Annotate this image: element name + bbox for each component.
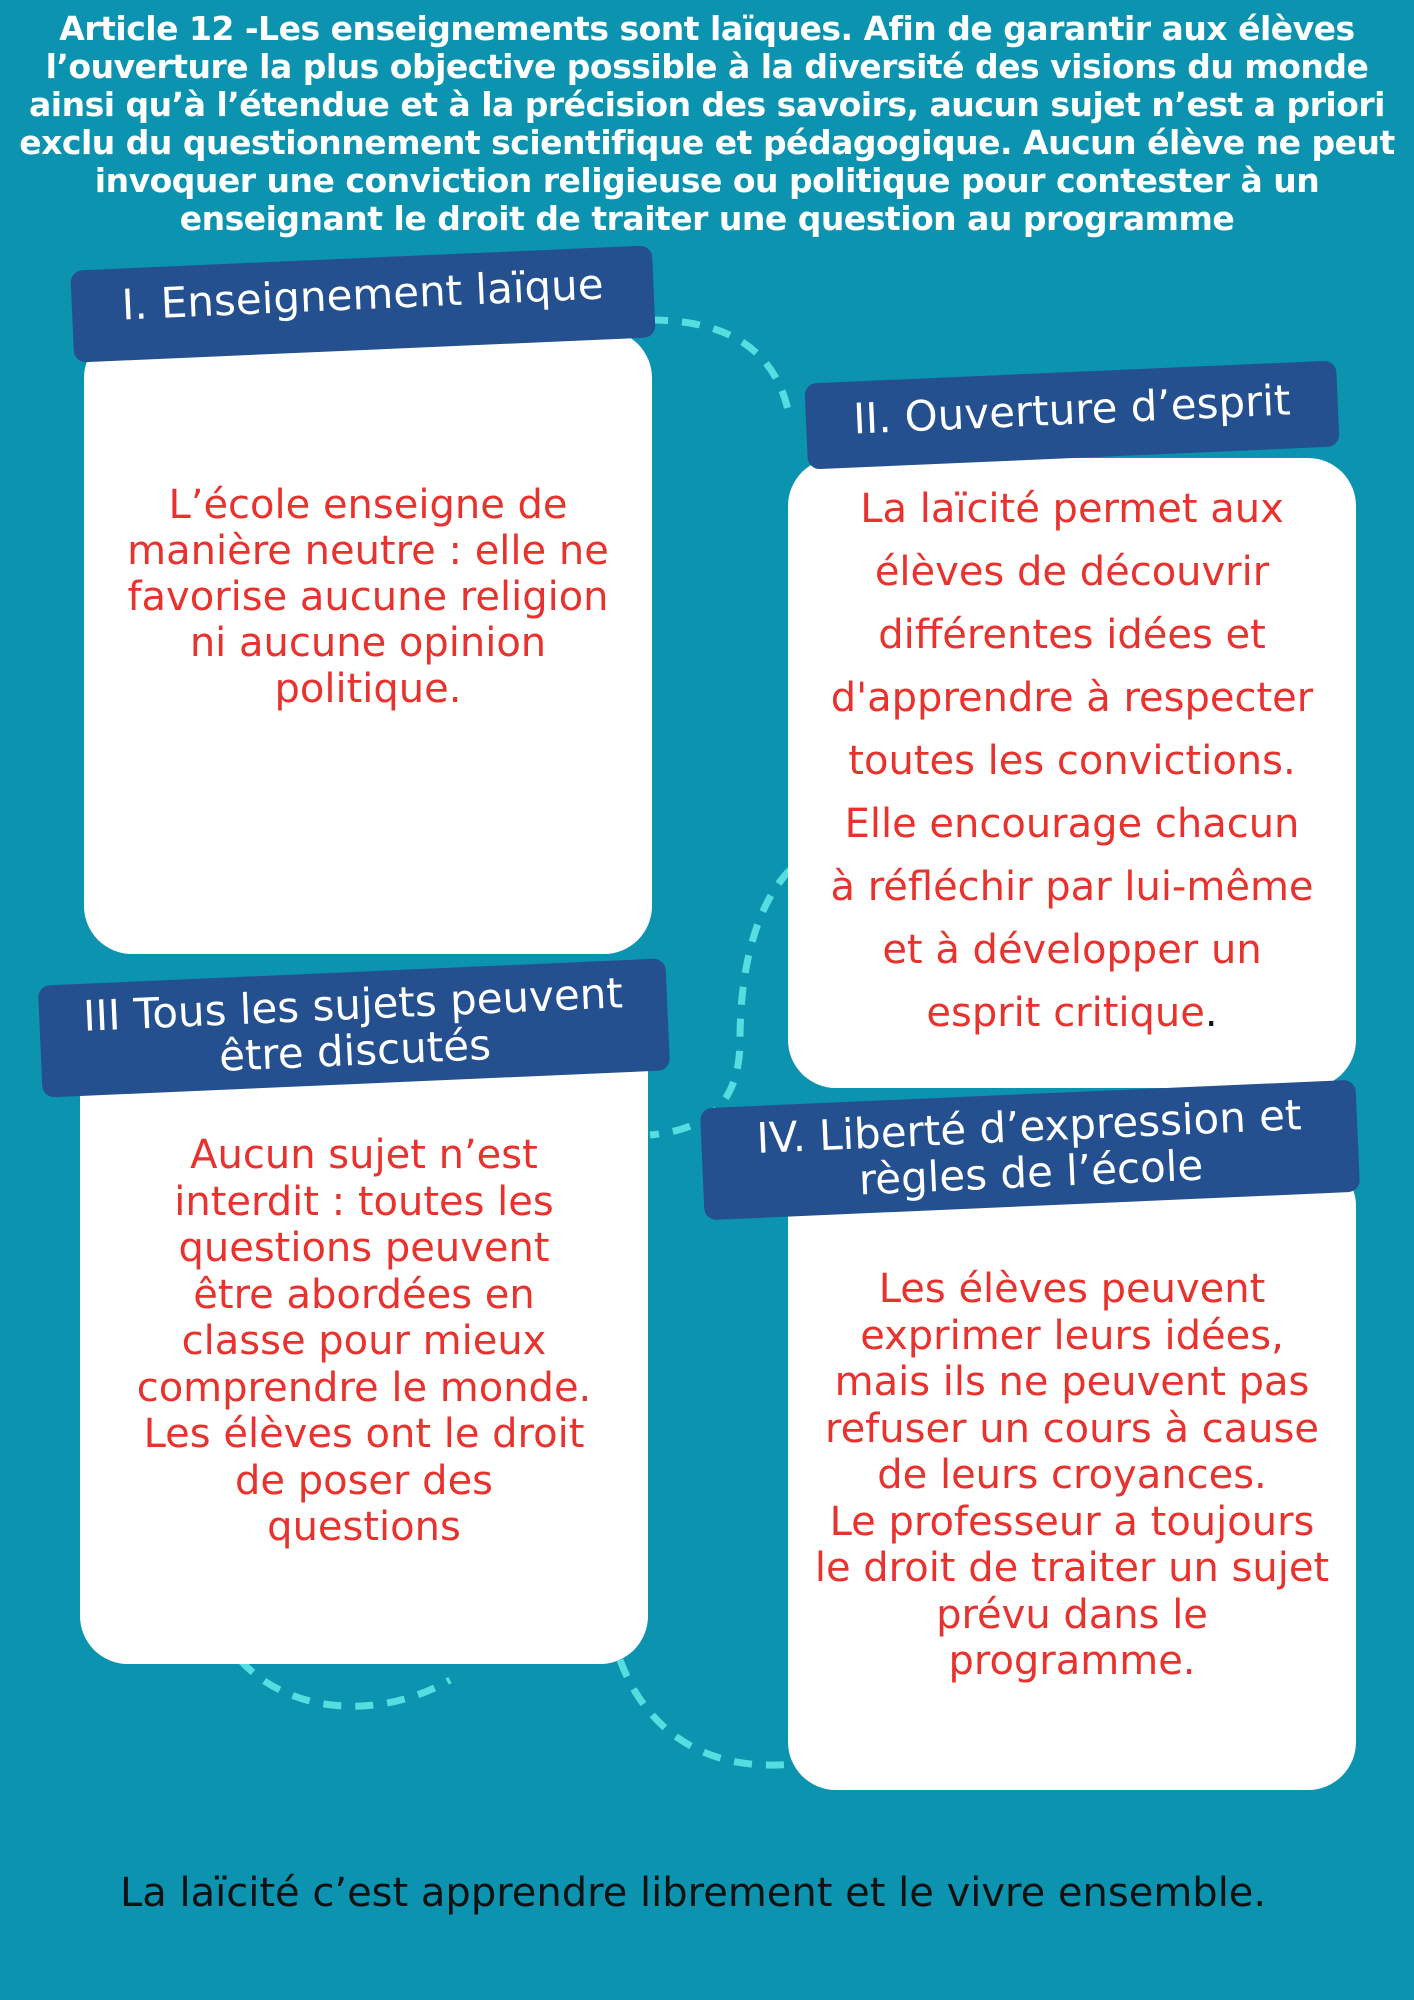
- card-ouverture-esprit: [788, 458, 1356, 1088]
- card-liberte-expression: [788, 1158, 1356, 1790]
- connector-3-bottom: [240, 1660, 450, 1706]
- connector-1-2: [650, 320, 790, 420]
- section-title-3: III Tous les sujets peuvent être discutés: [38, 958, 670, 1097]
- card-enseignement-laique: [84, 330, 652, 954]
- card-body-2: [788, 478, 1356, 1045]
- card-body-1: L’école enseigne de manière neutre : elle ne favorise aucune religion ni aucune opinion politique.: [127, 482, 609, 712]
- section-title-2: II. Ouverture d’esprit: [804, 360, 1339, 469]
- section-title-4: IV. Liberté d’expression et règles de l’école: [700, 1080, 1360, 1221]
- footer-slogan: La laïcité c’est apprendre librement et le vivre ensemble.: [120, 1870, 1267, 1916]
- article-header: Article 12 -Les enseignements sont laïques. Afin de garantir aux élèves l’ouverture la plus objective possible à la diversité des visions du monde ainsi qu’à l’étendue et à la précision des savoirs, aucun sujet n’est a priori exclu du questionnement scientifique et pédagogique. Aucun élève ne peut invoquer une conviction religieuse ou politique pour contester à un enseignant le droit de traiter une question au programme: [19, 9, 1395, 238]
- card-tous-sujets: [80, 1024, 648, 1664]
- section-title-1: I. Enseignement laïque: [70, 245, 655, 362]
- card-body-3: Aucun sujet n’est interdit : toutes les questions peuvent être abordées en classe pour mieux comprendre le monde. Les élèves ont le droit de poser des questions: [136, 1132, 592, 1550]
- card-body-2-text: La laïcité permet aux élèves de découvrir différentes idées et d'apprendre à respecter toutes les convictions. Elle encourage chacun à réfléchir par lui-même et à développer un esprit critique: [830, 486, 1314, 1036]
- connector-2-3: [650, 870, 790, 1135]
- card-body-2-end: .: [1204, 990, 1218, 1036]
- card-body-4: Les élèves peuvent exprimer leurs idées, mais ils ne peuvent pas refuser un cours à cause de leurs croyances. Le professeur a toujours le droit de traiter un sujet prévu dans le programme.: [814, 1266, 1330, 1684]
